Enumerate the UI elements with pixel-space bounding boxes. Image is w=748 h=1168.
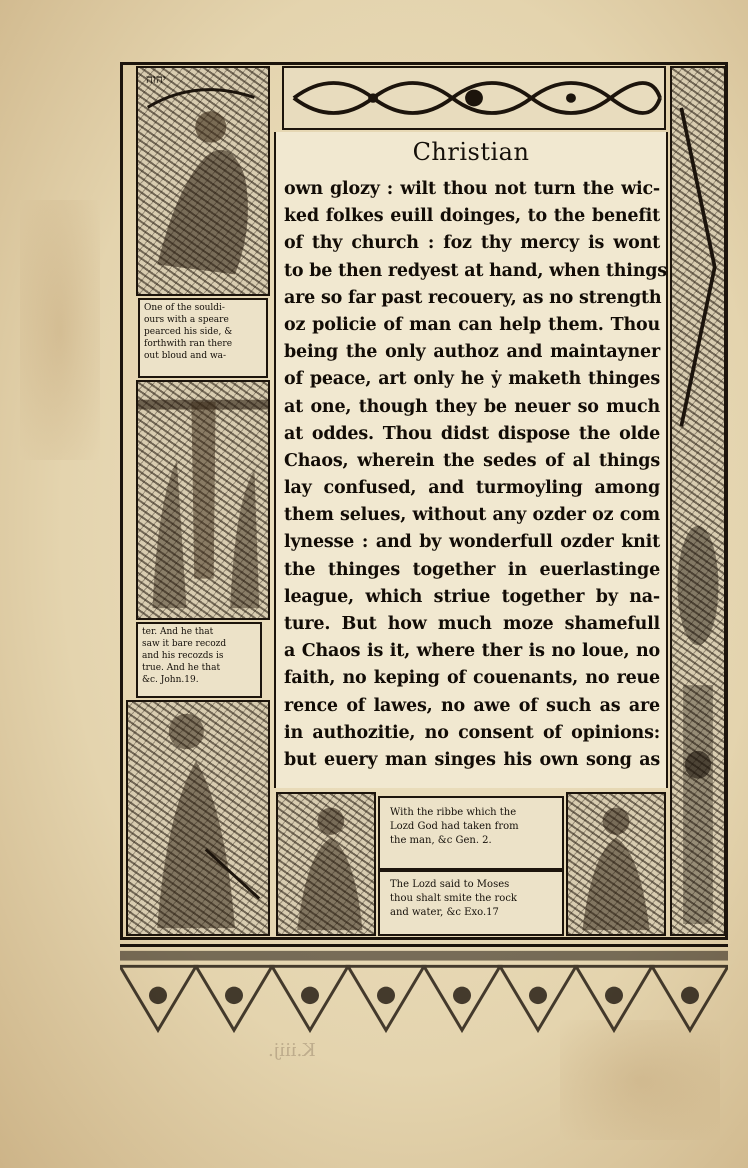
text-line: to be then redyest at hand, when things [284,260,667,281]
text-line: being the only authoz and maintayner [284,342,660,363]
text-line: at oddes. Thou didst dispose the olde [284,423,660,444]
woodcut-right-pillar [670,66,726,936]
text-line: are so far past recouery, as no strength [284,287,662,308]
hebrew-inscription: יהוה [146,72,167,86]
woodcut-crucifixion [136,380,270,620]
woodcut-top-left-figure [136,66,270,296]
text-line: lay confused, and turmoyling among [284,478,660,499]
text-line: but euery man singes his own song as [284,749,660,770]
caption-genesis: With the ribbe which the Lozd God had taken from the man, &c Gen. 2. [378,796,564,870]
text-line: ture. But how much moze shamefull [284,614,660,634]
text-line: rence of lawes, no awe of such as are [284,695,660,716]
text-line: of peace, art only he ẏ maketh thinges [284,369,660,390]
body-text [284,176,667,774]
paper-stain [20,200,100,460]
text-line: the thinges together in euerlastinge [284,559,660,580]
caption-soldier: One of the souldi- ours with a speare pearced his side, & forthwith ran there out bloud and wa- [138,298,268,378]
text-line: ked folkes euill doinges, to the benefit [284,206,660,227]
text-line: oz policie of man can help them. Thou [284,314,660,335]
text-line: them selues, without any ozder oz com [284,505,660,526]
running-head: Christian [412,138,530,166]
text-line: Chaos, wherein the sedes of al things [284,450,660,471]
show-through-signature: K.iiij. [268,1040,316,1061]
text-line: a Chaos is it, where ther is no loue, no [284,641,660,662]
text-line: lynesse : and by wonderfull ozder knit [284,532,660,553]
text-line: of thy church : foz thy mercy is wont [284,233,660,254]
headband-ornament [282,66,666,130]
text-line: in authozitie, no consent of opinions: [284,722,660,743]
caption-exodus: The Lozd said to Moses thou shalt smite the rock and water, &c Exo.17 [378,870,564,936]
text-line: faith, no keping of couenants, no reue [284,668,660,689]
woodcut-moses-group [126,700,270,936]
bottom-ornament-band [120,944,728,1036]
text-line: league, which striue together by na- [284,586,660,607]
woodcut-moses-rock [566,792,666,936]
caption-john: ter. And he that saw it bare recozd and his recozds is true. And he that &c. John.19. [136,622,262,698]
text-line: at one, though they be neuer so much [284,396,660,417]
woodcut-eve-creation [276,792,376,936]
text-line: own glozy : wilt thou not turn the wic- [284,179,660,199]
